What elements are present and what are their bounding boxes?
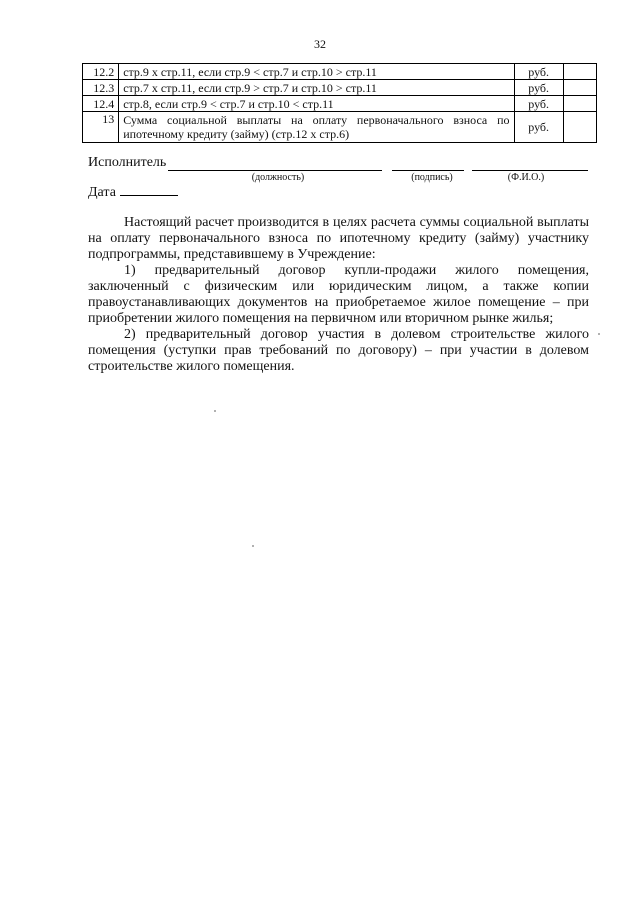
intro-paragraph bbox=[88, 215, 589, 263]
row-value bbox=[563, 96, 596, 112]
position-caption: (должность) bbox=[251, 172, 305, 183]
row-value bbox=[563, 112, 596, 143]
list-item-2: 2) предварительный договор участия в долевом строительстве жилого помещения (уступки прав требований по договору) – при участии в долевом строительстве жилого помещения. bbox=[88, 327, 589, 374]
date-field[interactable] bbox=[120, 183, 178, 196]
name-caption: (Ф.И.О.) bbox=[507, 172, 545, 183]
signature-field[interactable] bbox=[392, 170, 464, 171]
row-unit: руб. bbox=[514, 112, 563, 143]
table-row bbox=[83, 112, 597, 143]
row-number: 12.4 bbox=[83, 96, 119, 112]
row-description: стр.7 х стр.11, если стр.9 > стр.7 и стр.10 > стр.11 bbox=[119, 80, 514, 96]
row-description: стр.8, если стр.9 < стр.7 и стр.10 < стр.11 bbox=[119, 96, 514, 112]
list-item bbox=[88, 327, 589, 375]
list-item bbox=[88, 263, 589, 327]
row-unit: руб. bbox=[514, 96, 563, 112]
table-row bbox=[83, 96, 597, 112]
row-unit: руб. bbox=[514, 64, 563, 80]
table-row bbox=[83, 64, 597, 80]
row-number: 12.3 bbox=[83, 80, 119, 96]
table-row bbox=[83, 80, 597, 96]
row-value bbox=[563, 64, 596, 80]
name-field[interactable] bbox=[472, 170, 588, 171]
row-number: 13 bbox=[83, 112, 119, 143]
scan-speck bbox=[598, 333, 600, 335]
row-description: стр.9 х стр.11, если стр.9 < стр.7 и стр.10 > стр.11 bbox=[119, 64, 514, 80]
position-field[interactable] bbox=[168, 170, 382, 171]
row-unit: руб. bbox=[514, 80, 563, 96]
scan-speck bbox=[252, 545, 254, 547]
list-item-1: 1) предварительный договор купли-продажи жилого помещения, заключенный с физическим или юридическим лицом, а также копии правоустанавливающих документов на приобретаемое жилое помещение – при приобретении жилого помещения на первичном или вторичном рынке жилья; bbox=[88, 263, 589, 326]
date-label: Дата bbox=[88, 185, 116, 200]
executor-label: Исполнитель bbox=[88, 155, 167, 170]
signature-caption: (подпись) bbox=[411, 172, 453, 183]
date-block bbox=[88, 183, 178, 201]
row-number: 12.2 bbox=[83, 64, 119, 80]
page-number: 32 bbox=[314, 37, 326, 51]
row-description: Сумма социальной выплаты на оплату первоначального взноса по ипотечному кредиту (займу) (стр.12 х стр.6) bbox=[119, 112, 514, 143]
intro-text: Настоящий расчет производится в целях расчета суммы социальной выплаты на оплату первоначального взноса по ипотечному кредиту (займу) участнику подпрограммы, представившему в Учреждение: bbox=[88, 215, 589, 262]
calculation-table bbox=[82, 63, 597, 143]
row-value bbox=[563, 80, 596, 96]
scan-speck bbox=[214, 410, 216, 412]
